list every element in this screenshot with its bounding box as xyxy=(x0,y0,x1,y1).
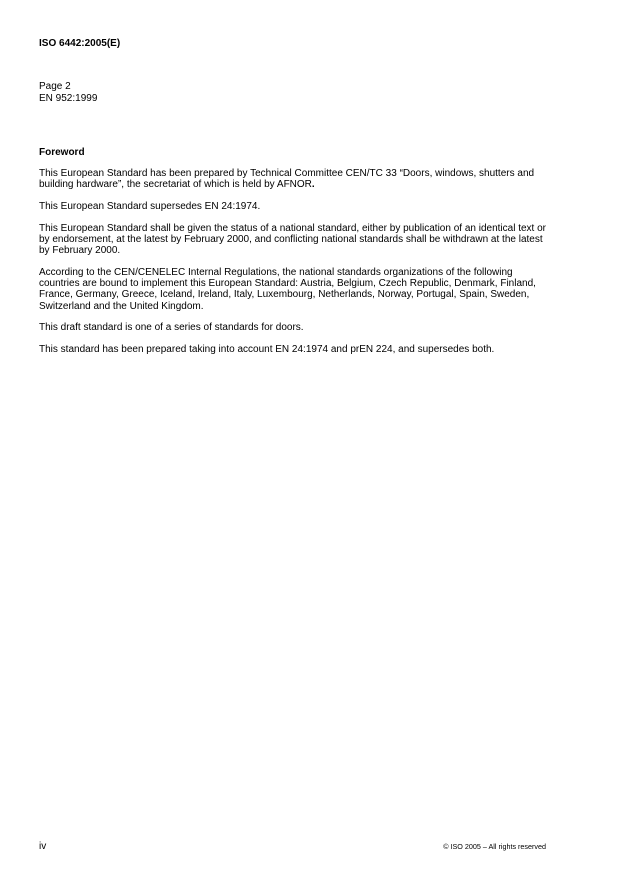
foreword-section xyxy=(39,147,549,366)
footer-page-number: iv xyxy=(39,841,47,852)
footer-copyright: © ISO 2005 – All rights reserved xyxy=(443,842,546,851)
foreword-paragraph-6: This standard has been prepared taking into account EN 24:1974 and prEN 224, and supersedes both. xyxy=(39,343,495,355)
foreword-paragraph-1-text: This European Standard has been prepared by Technical Committee CEN/TC 33 “Doors, windows, shutters and building hardware”, the secretariat of which is held by AFNOR xyxy=(39,168,535,191)
standard-reference: EN 952:1999 xyxy=(39,93,98,104)
foreword-title: Foreword xyxy=(39,147,85,158)
page-number-label: Page 2 xyxy=(39,81,71,92)
foreword-paragraph-2: This European Standard supersedes EN 24:1974. xyxy=(39,201,261,213)
foreword-paragraph-3: This European Standard shall be given the status of a national standard, either by publication of an identical text or by endorsement, at the latest by February 2000, and conflicting national standards shall be withdrawn at the latest by February 2000. xyxy=(39,222,546,257)
document-header-id: ISO 6442:2005(E) xyxy=(39,38,121,49)
foreword-paragraph-5: This draft standard is one of a series of standards for doors. xyxy=(39,322,304,334)
foreword-paragraph-4: According to the CEN/CENELEC Internal Regulations, the national standards organizations of the following countries are bound to implement this European Standard: Austria, Belgium, Czech Republic, Denmark, Finland, France, Germany, Greece, Iceland, Ireland, Italy, Luxembourg, Netherlands, Norway, Portugal, Spain, Sweden, Switzerland and the United Kingdom. xyxy=(39,266,536,312)
foreword-paragraph-1-period: . xyxy=(311,179,315,191)
page-reference xyxy=(39,81,97,105)
foreword-paragraph-1 xyxy=(39,168,549,190)
